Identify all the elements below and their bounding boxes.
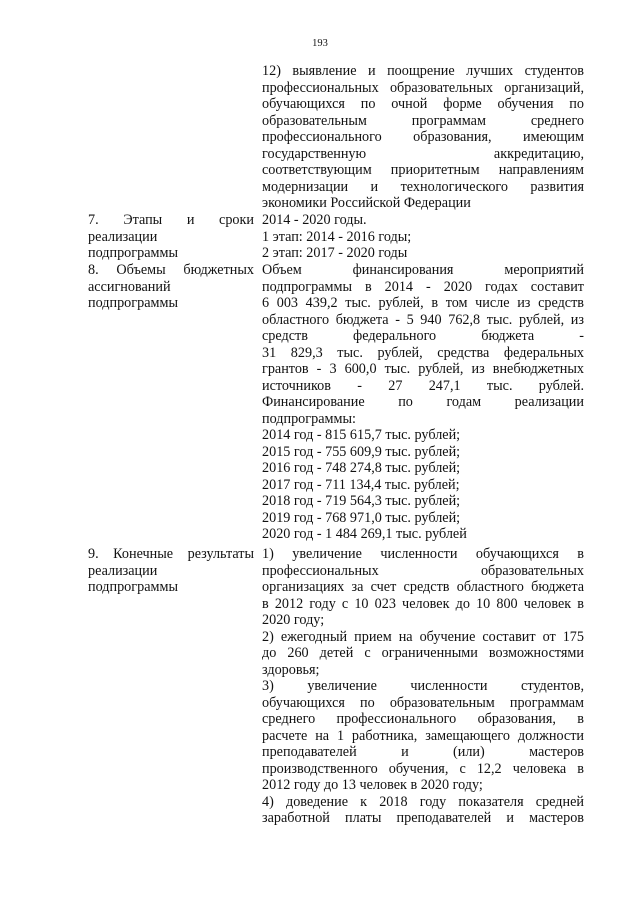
text-line: образовательным программам среднего — [262, 112, 584, 129]
section-7-heading — [88, 212, 254, 262]
text-line: профессионального образования, имеющим — [262, 129, 584, 145]
text-line: профессиональных образовательных организаций, — [262, 79, 584, 96]
text-line: 1 этап: 2014 - 2016 годы; — [262, 228, 412, 245]
text-line: расчете на 1 работника, замещающего должности — [262, 727, 584, 744]
text-line: подпрограммы в 2014 - 2020 годах составит — [262, 278, 584, 295]
text-line: 2015 год - 755 609,9 тыс. рублей; — [262, 443, 461, 460]
text-line: государственную аккредитацию, — [262, 145, 584, 162]
page-number: 193 — [312, 38, 328, 49]
text-line: здоровья; — [262, 661, 320, 678]
text-line: 2020 год - 1 484 269,1 тыс. рублей — [262, 526, 467, 542]
text-line: до 260 детей с ограниченными возможностями — [262, 645, 584, 661]
text-line: 2020 году; — [262, 612, 325, 628]
text-line: Объем финансирования мероприятий — [262, 262, 584, 278]
section-7-body — [262, 212, 584, 262]
heading-line: ассигнований — [88, 278, 171, 295]
text-line: организациях за счет средств областного бюджета — [262, 579, 584, 595]
section-8-heading — [88, 262, 254, 312]
text-line: обучающихся по образовательным программам — [262, 694, 584, 711]
text-line: 6 003 439,2 тыс. рублей, в том числе из средств — [262, 295, 584, 311]
text-line: грантов - 3 600,0 тыс. рублей, из внебюджетных — [262, 361, 584, 377]
heading-line: подпрограммы — [88, 295, 178, 311]
text-line: источников - 27 247,1 тыс. рублей. — [262, 377, 584, 394]
heading-line: подпрограммы — [88, 579, 178, 595]
text-line: 1) увеличение численности обучающихся в — [262, 546, 584, 562]
text-line: средств федерального бюджета - — [262, 328, 584, 344]
heading-line: реализации — [88, 562, 158, 579]
text-line: 2017 год - 711 134,4 тыс. рублей; — [262, 476, 460, 493]
text-line: 2019 год - 768 971,0 тыс. рублей; — [262, 509, 461, 526]
text-line: среднего профессионального образования, в — [262, 711, 584, 727]
text-line: 2014 - 2020 годы. — [262, 212, 367, 228]
text-line: 2014 год - 815 615,7 тыс. рублей; — [262, 427, 461, 443]
text-line: профессиональных образовательных — [262, 562, 584, 579]
text-line: производственного обучения, с 12,2 человека в — [262, 760, 584, 777]
section-9-body — [262, 546, 584, 827]
section-9-heading — [88, 546, 254, 596]
text-line: 2) ежегодный прием на обучение составит от 175 — [262, 628, 584, 645]
heading-line: 7. Этапы и сроки — [88, 212, 254, 228]
text-line: 3) увеличение численности студентов, — [262, 678, 584, 694]
text-line: соответствующим приоритетным направлениям — [262, 162, 584, 178]
text-line: преподавателей и (или) мастеров — [262, 744, 584, 760]
text-line: заработной платы преподавателей и мастеров — [262, 810, 584, 826]
text-line: Финансирование по годам реализации — [262, 394, 584, 410]
heading-line: реализации — [88, 228, 158, 245]
text-line: 2 этап: 2017 - 2020 годы — [262, 245, 408, 261]
text-line: в 2012 году с 10 023 человек до 10 800 человек в — [262, 595, 584, 612]
text-line: модернизации и технологического развития — [262, 178, 584, 195]
text-line: экономики Российской Федерации — [262, 195, 471, 211]
text-line: 4) доведение к 2018 году показателя средней — [262, 793, 584, 810]
text-line: 2012 году до 13 человек в 2020 году; — [262, 777, 483, 793]
heading-line: 9. Конечные результаты — [88, 546, 254, 562]
text-line: обучающихся по очной форме обучения по — [262, 96, 584, 112]
text-line: областного бюджета - 5 940 762,8 тыс. рублей, из — [262, 311, 584, 328]
heading-line: подпрограммы — [88, 245, 178, 261]
text-line: 2016 год - 748 274,8 тыс. рублей; — [262, 460, 461, 476]
section-8-body — [262, 262, 584, 543]
heading-line: 8. Объемы бюджетных — [88, 262, 254, 278]
text-line: 12) выявление и поощрение лучших студентов — [262, 63, 584, 79]
text-line: 31 829,3 тыс. рублей, средства федеральных — [262, 344, 584, 361]
text-line: 2018 год - 719 564,3 тыс. рублей; — [262, 493, 461, 509]
previous-section-continuation — [262, 63, 584, 212]
text-line: подпрограммы: — [262, 410, 356, 427]
